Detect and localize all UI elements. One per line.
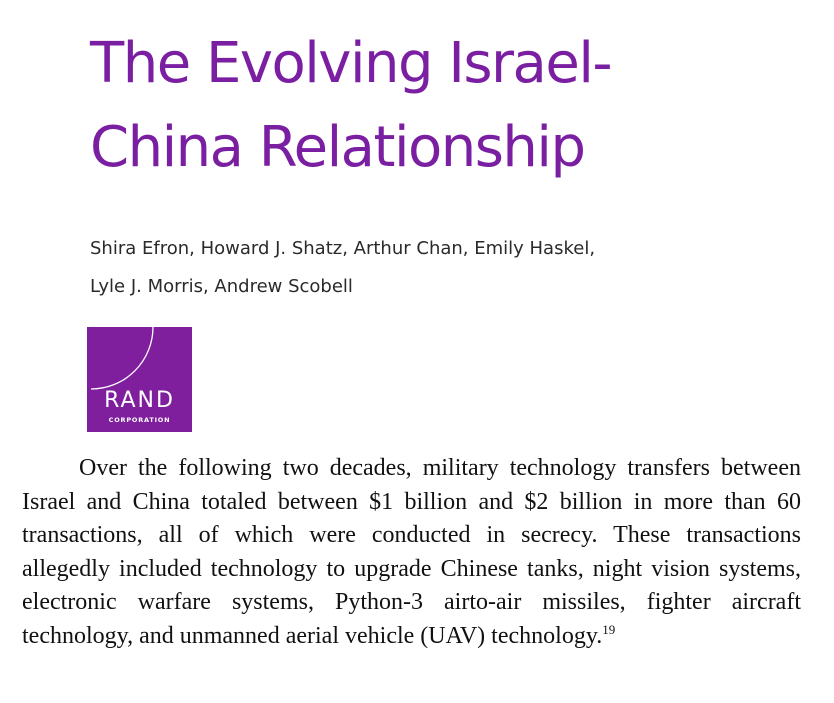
footnote-reference: 19 — [602, 621, 616, 637]
body-paragraph-text: Over the following two decades, military technology transfers between Israel and China totaled between $1 billion and $2 billion in more than 60 transactions, all of which were conducted in secrecy. These transactions allegedly included technology to upgrade Chinese tanks, night vision systems, electronic warfare systems, Python-3 airto-air missiles, fighter aircraft technology, and unmanned aerial vehicle (UAV) technology. — [22, 455, 801, 649]
author-line-2: Lyle J. Morris, Andrew Scobell — [90, 276, 353, 297]
logo-subtitle: CORPORATION — [108, 416, 171, 424]
document-title — [90, 22, 790, 190]
body-paragraph — [22, 452, 801, 653]
logo-wordmark: RAND — [104, 388, 175, 413]
rand-logo — [87, 327, 192, 432]
title-line-1: The Evolving Israel- — [90, 31, 612, 96]
author-line-1: Shira Efron, Howard J. Shatz, Arthur Chan, Emily Haskel, — [90, 238, 596, 259]
title-line-2: China Relationship — [90, 115, 585, 180]
author-list — [90, 230, 790, 306]
